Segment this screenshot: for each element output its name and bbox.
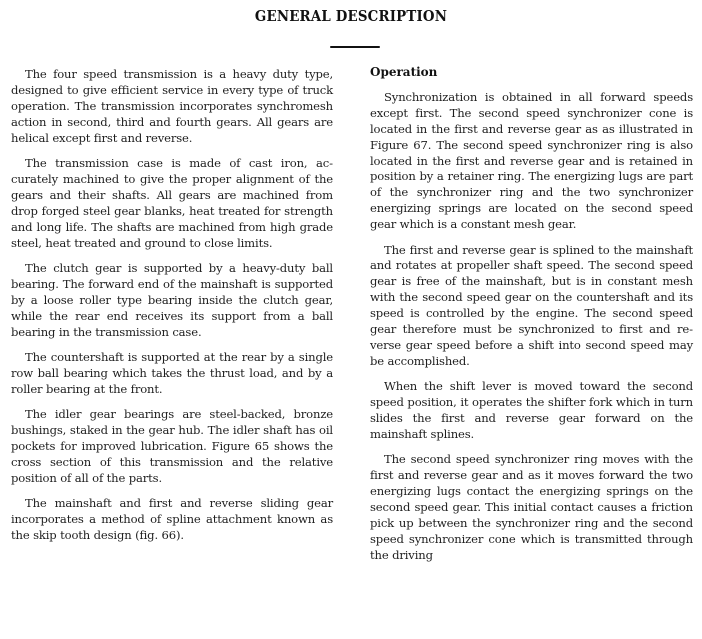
- right-column: [370, 67, 693, 573]
- paragraph-idler-gear: The idler gear bearings are steel-backed, bronze bushings, staked in the gear hub. The idler shaft has oil pockets for improved lubrication. Figure 65 shows the cross section of this transmission and the relative position of all of the parts.: [11, 407, 333, 485]
- paragraph-mainshaft: The mainshaft and first and reverse sliding gear incorporates a method of spline attachment known as the skip tooth design (fig. 66).: [11, 496, 333, 543]
- paragraph-first-reverse-gear: The first and reverse gear is splined to the mainshaft and rotates at propeller shaft speed. The second speed gear is free of the mainshaft, but is in constant mesh with the second speed gear on the countershaft and its speed is controlled by the engine. The second speed gear therefore must be synchronized to first and reverse gear speed before a shift into second speed may be accomplished.: [370, 242, 693, 368]
- paragraph-transmission-case: The transmission case is made of cast iron, accurately machined to give the proper alignment of the gears and their shafts. All gears are machined from drop forged steel gear blanks, heat treated for strength and long life. The shafts are machined from high grade steel, heat treated and ground to close limits.: [11, 156, 333, 250]
- paragraph-countershaft: The countershaft is supported at the rear by a single row ball bearing which takes the thrust load, and by a roller bearing at the front.: [11, 350, 333, 396]
- title-divider: [330, 46, 380, 48]
- paragraph-intro: The four speed transmission is a heavy duty type, designed to give efficient service in every type of truck operation. The transmission incorporates synchromesh action in second, third and fourth gears. All gears are helical except first and reverse.: [11, 67, 333, 145]
- paragraph-synchronizer-ring: The second speed synchronizer ring moves with the first and reverse gear and as it moves forward the two energizing lugs contact the energizing springs on the second speed gear. This initial contact causes a friction pick up between the synchronizer ring and the second speed synchronizer cone which is transmitted through the driving: [370, 452, 693, 562]
- paragraph-clutch-gear: The clutch gear is supported by a heavy-duty ball bearing. The forward end of the mainshaft is supported by a loose roller type bearing inside the clutch gear, while the rear end receives its support from a ball bearing in the transmission case.: [11, 260, 333, 339]
- section-heading-operation: Operation: [370, 65, 438, 79]
- left-column: [11, 67, 333, 553]
- page-title: GENERAL DESCRIPTION: [254, 8, 448, 25]
- paragraph-shift-lever: When the shift lever is moved toward the second speed position, it operates the shifter fork which in turn slides the first and reverse gear forward on the mainshaft splines.: [370, 379, 693, 442]
- paragraph-synchronization: Synchronization is obtained in all forward speeds except first. The second speed synchronizer cone is located in the first and reverse gear as as illustrated in Figure 67. The second speed synchronizer ring is also located in the first and reverse gear and is retained in position by a retainer ring. The energizing lugs are part of the synchronizer ring and the two synchronizer energizing springs are located on the second speed gear which is a constant mesh gear.: [370, 89, 693, 232]
